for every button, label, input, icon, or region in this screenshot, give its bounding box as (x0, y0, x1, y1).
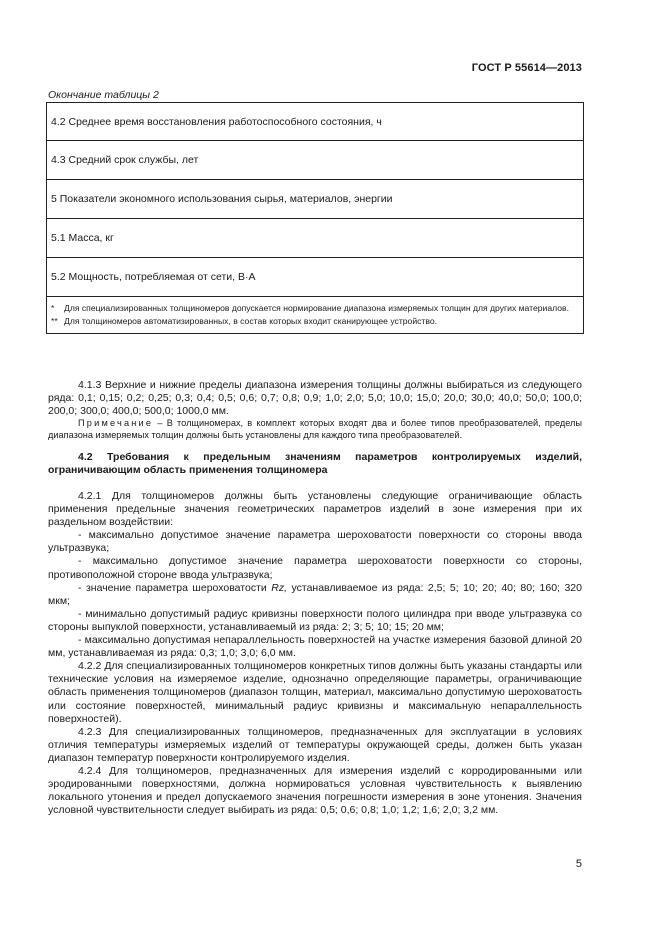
footnote-text: Для толщиномеров автоматизированных, в состав которых входит сканирующее устройство. (64, 316, 437, 326)
footnote-mark: ** (51, 316, 58, 326)
table-row: 5.2 Мощность, потребляемая от сети, В·А (47, 258, 583, 297)
paragraph: 4.2.2 Для специализированных толщиномеров конкретных типов должны быть указаны стандарты или технические условия на измеряемое изделие, однозначно определяющие параметры, ограничивающие область применения толщиномеров (диапазон толщин, материал, максимально допустимую шероховатость или состояние поверхностей, минимальный радиус кривизны и максимальную непараллельность поверхностей). (48, 660, 582, 725)
table-footnotes (47, 297, 583, 333)
table-row: 5 Показатели экономного использования сырья, материалов, энергии (47, 180, 583, 219)
section-heading-block (48, 451, 582, 477)
document-code: ГОСТ Р 55614—2013 (471, 62, 582, 74)
page-number: 5 (575, 858, 582, 870)
clause-4-1-3 (48, 379, 582, 418)
paragraph: 4.2.3 Для специализированных толщиномеров, предназначенных для эксплуатации в условиях отличия температуры измеряемых изделий от температуры окружающей среды, должен быть указан диапазон температур поверхности контролируемого изделия. (48, 725, 582, 764)
table-row: 5.1 Масса, кг (47, 219, 583, 258)
note-text: – В толщиномерах, в комплект которых входят два и более типов преобразователей, пределы диапазона измеряемых толщин должны быть установлены для каждого типа преобразователей. (48, 418, 582, 440)
note-block (48, 417, 582, 441)
footnote-mark: * (51, 303, 55, 313)
table-2-end (46, 102, 584, 334)
list-item (48, 582, 582, 608)
section-heading-4-2: 4.2 Требования к предельным значениям параметров контролируемых изделий, ограничивающим область применения толщиномера (48, 451, 582, 477)
paragraph: 4.2.1 Для толщиномеров должны быть установлены следующие ограничивающие область применения предельные значения геометрических параметров изделий в зоне измерения при их раздельном воздействии: (48, 490, 582, 529)
list-item: - максимально допустимое значение параметра шероховатости поверхности со стороны, противоположной стороне ввода ультразвука; (48, 555, 582, 581)
table-row: 4.3 Средний срок службы, лет (47, 141, 583, 180)
table-row: 4.2 Среднее время восстановления работоспособного состояния, ч (47, 103, 583, 141)
note-paragraph (48, 417, 582, 441)
list-item: - минимально допустимый радиус кривизны поверхности полого цилиндра при вводе ультразвука со стороны выпуклой поверхности, устанавливаемый из ряда: 2; 3; 5; 10; 15; 20 мм; (48, 607, 582, 633)
list-item: - максимально допустимое значение параметра шероховатости поверхности со стороны ввода ультразвука; (48, 529, 582, 555)
rz-symbol: Rz, (271, 581, 287, 594)
table-caption: Окончание таблицы 2 (48, 89, 159, 101)
clauses-4-2 (48, 490, 582, 817)
note-label: Примечание (78, 418, 154, 428)
list-text: - значение параметра шероховатости (78, 581, 272, 594)
paragraph: 4.1.3 Верхние и нижние пределы диапазона измерения толщины должны выбираться из следующего ряда: 0,1; 0,15; 0,2; 0,25; 0,3; 0,4; 0,5; 0,6; 0,7; 0,8; 0,9; 1,0; 2,0; 5,0; 10,0; 15,0; 20,0; 30,0; 40,0; 50,0; 100,0; 200,0; 300,0; 400,0; 500,0; 1000,0 мм. (48, 379, 582, 418)
footnote-text: Для специализированных толщиномеров допускается нормирование диапазона измеряемых толщин для других материалов. (64, 303, 569, 313)
paragraph: 4.2.4 Для толщиномеров, предназначенных для измерения изделий с корродированными или эродированными поверхностями, должна нормироваться условная чувствительность к выявлению локального утонения и предел допускаемого значения погрешности измерения в зоне утонения. Значения условной чувствительности следует выбирать из ряда: 0,5; 0,6; 0,8; 1,0; 1,2; 1,6; 2,0; 3,2 мм. (48, 764, 582, 817)
list-item: - максимально допустимая непараллельность поверхностей на участке измерения базовой длиной 20 мм, устанавливаемая из ряда: 0,3; 1,0; 3,0; 6,0 мм. (48, 634, 582, 660)
list-text: устанавливаемое из ряда: 2,5; 5; 10; 20; 40; 80; 160; 320 мкм; (48, 581, 582, 607)
footnote (51, 316, 579, 327)
footnote (51, 303, 579, 314)
